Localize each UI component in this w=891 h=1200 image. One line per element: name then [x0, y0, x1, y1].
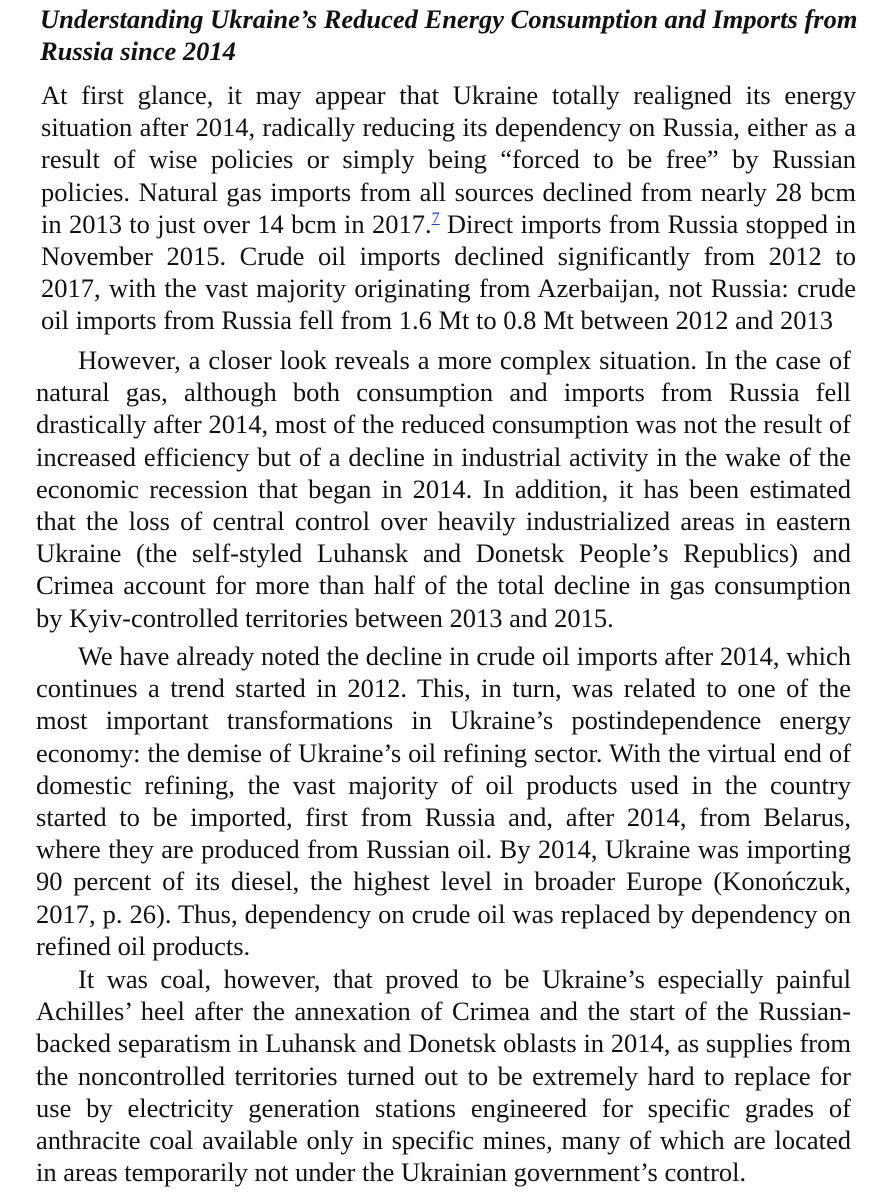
paragraph-1-text-b: Direct imports from Russia stopped in November 2015. Crude oil imports declined significantly from 2012 to 2017, with the vast majority originating from Azerbaijan, not Russia: crude oil imports from Russia fell from 1.6 Mt to 0.8 Mt between 2012 and 2013 [41, 208, 856, 336]
paragraph-4: It was coal, however, that proved to be Ukraine’s especially painful Achilles’ heel after the annexation of Crimea and the start of the Russian-backed separatism in Luhansk and Donetsk oblasts in 2014, as supplies from the noncontrolled territories turned out to be extremely hard to replace for use by electricity generation stations engineered for specific grades of anthracite coal available only in specific mines, many of which are located in areas temporarily not under the Ukrainian government’s control. [36, 964, 851, 1188]
section-heading: Understanding Ukraine’s Reduced Energy Consumption and Imports from Russia since 2014 [40, 4, 858, 66]
footnote-link-7[interactable]: 7 [431, 209, 440, 227]
paragraph-3: We have already noted the decline in crude oil imports after 2014, which continues a trend started in 2012. This, in turn, was related to one of the most important transformations in Ukraine’s postindependence energy economy: the demise of Ukraine’s oil refining sector. With the virtual end of domestic refining, the vast majority of oil products used in the country started to be imported, first from Russia and, after 2014, from Belarus, where they are produced from Russian oil. By 2014, Ukraine was importing 90 percent of its diesel, the highest level in broader Europe (Konończuk, 2017, p. 26). Thus, dependency on crude oil was replaced by dependency on refined oil products. [36, 641, 851, 961]
paragraph-1-text-a: At first glance, it may appear that Ukraine totally realigned its energy situation after 2014, radically reducing its dependency on Russia, either as a result of wise policies or simply being “forced to be free” by Russian policies. Natural gas imports from all sources declined from nearly 28 bcm in 2013 to just over 14 bcm in 2017. [41, 80, 856, 239]
paragraph-2: However, a closer look reveals a more complex situation. In the case of natural gas, although both consumption and imports from Russia fell drastically after 2014, most of the reduced consumption was not the result of increased efficiency but of a decline in industrial activity in the wake of the economic recession that began in 2014. In addition, it has been estimated that the loss of central control over heavily industrialized areas in eastern Ukraine (the self-styled Luhansk and Donetsk People’s Republics) and Crimea account for more than half of the total decline in gas consumption by Kyiv-controlled territories between 2013 and 2015. [36, 345, 851, 633]
paragraph-1 [41, 79, 856, 337]
